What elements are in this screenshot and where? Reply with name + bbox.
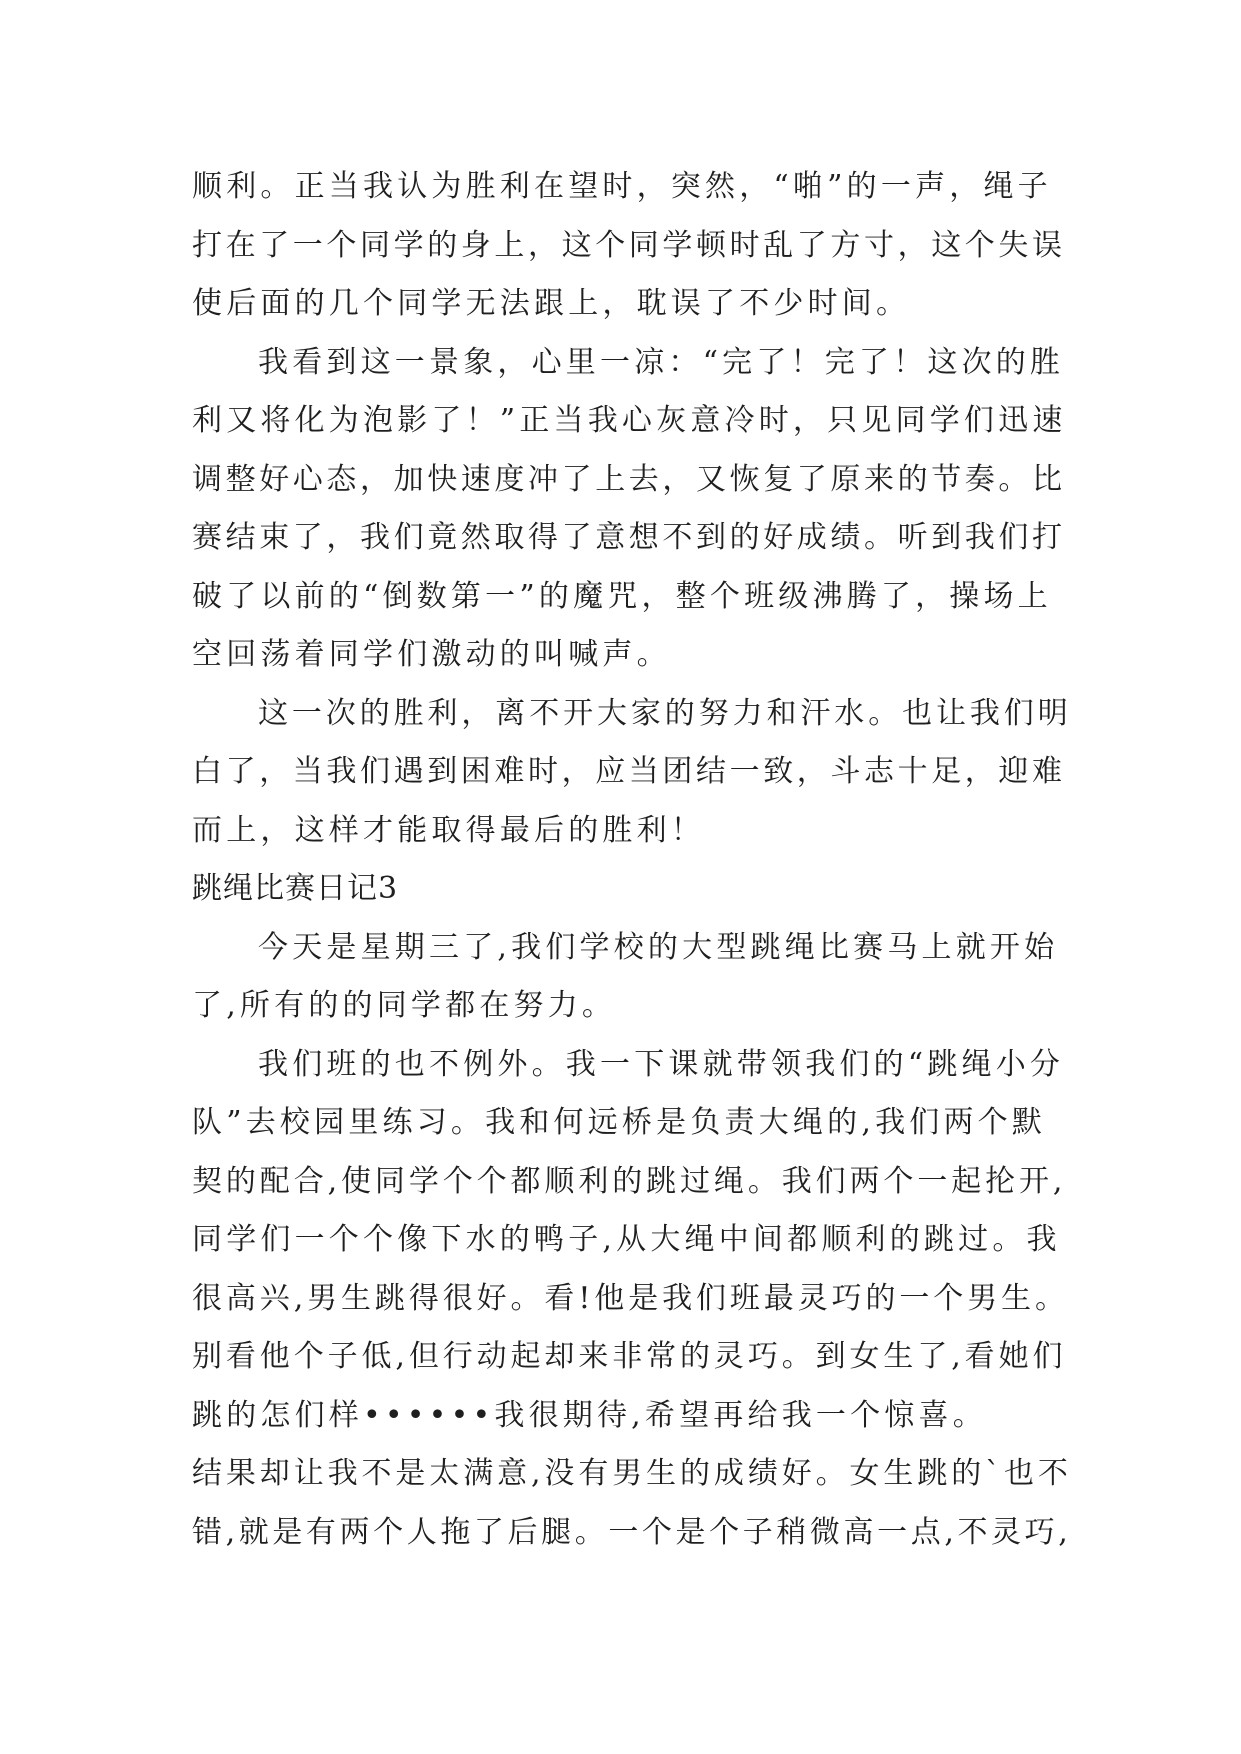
paragraph-line: 顺利。正当我认为胜利在望时，突然，“啪”的一声，绳子 bbox=[192, 169, 1052, 204]
body-text bbox=[192, 158, 1072, 1562]
paragraph-line: 使后面的几个同学无法跟上，耽误了不少时间。 bbox=[192, 286, 911, 321]
paragraph-line: 调整好心态，加快速度冲了上去，又恢复了原来的节奏。比 bbox=[192, 461, 1066, 497]
section-heading: 跳绳比赛日记3 bbox=[192, 871, 399, 906]
paragraph-line: 契的配合,使同学个个都顺利的跳过绳。我们两个一起抡开, bbox=[192, 1163, 1067, 1199]
paragraph-line: 跳的怎们样••••••我很期待,希望再给我一个惊喜。 bbox=[192, 1397, 987, 1433]
paragraph-line: 白了，当我们遇到困难时，应当团结一致，斗志十足，迎难 bbox=[192, 754, 1066, 789]
paragraph-line: 很高兴,男生跳得很好。看!他是我们班最灵巧的一个男生。 bbox=[192, 1280, 1069, 1316]
paragraph-line: 队”去校园里练习。我和何远桥是负责大绳的,我们两个默 bbox=[192, 1105, 1047, 1140]
paragraph-line: 利又将化为泡影了！”正当我心灰意冷时，只见同学们迅速 bbox=[192, 403, 1067, 438]
paragraph-line: 而上，这样才能取得最后的胜利！ bbox=[192, 812, 705, 848]
paragraph-line: 赛结束了，我们竟然取得了意想不到的好成绩。听到我们打 bbox=[192, 520, 1066, 555]
paragraph-first-line: 我们班的也不例外。我一下课就带领我们的“跳绳小分 bbox=[258, 1046, 1065, 1082]
paragraph-line: 空回荡着同学们激动的叫喊声。 bbox=[192, 637, 671, 672]
paragraph-first-line: 我看到这一景象，心里一凉：“完了！完了！这次的胜 bbox=[258, 344, 1065, 380]
paragraph-first-line: 这一次的胜利，离不开大家的努力和汗水。也让我们明 bbox=[258, 695, 1072, 731]
paragraph-line: 结果却让我不是太满意,没有男生的成绩好。女生跳的`也不 bbox=[192, 1456, 1072, 1491]
paragraph-line: 破了以前的“倒数第一”的魔咒，整个班级沸腾了，操场上 bbox=[192, 578, 1052, 614]
paragraph-first-line: 今天是星期三了,我们学校的大型跳绳比赛马上就开始 bbox=[258, 929, 1059, 965]
paragraph-line: 同学们一个个像下水的鸭子,从大绳中间都顺利的跳过。我 bbox=[192, 1222, 1061, 1257]
paragraph-line: 了,所有的的同学都在努力。 bbox=[192, 988, 617, 1023]
paragraph-line: 打在了一个同学的身上，这个同学顿时乱了方寸，这个失误 bbox=[192, 227, 1066, 263]
paragraph-line: 错,就是有两个人拖了后腿。一个是个子稍微高一点,不灵巧, bbox=[192, 1514, 1072, 1550]
paragraph-line: 别看他个子低,但行动起却来非常的灵巧。到女生了,看她们 bbox=[192, 1339, 1067, 1374]
